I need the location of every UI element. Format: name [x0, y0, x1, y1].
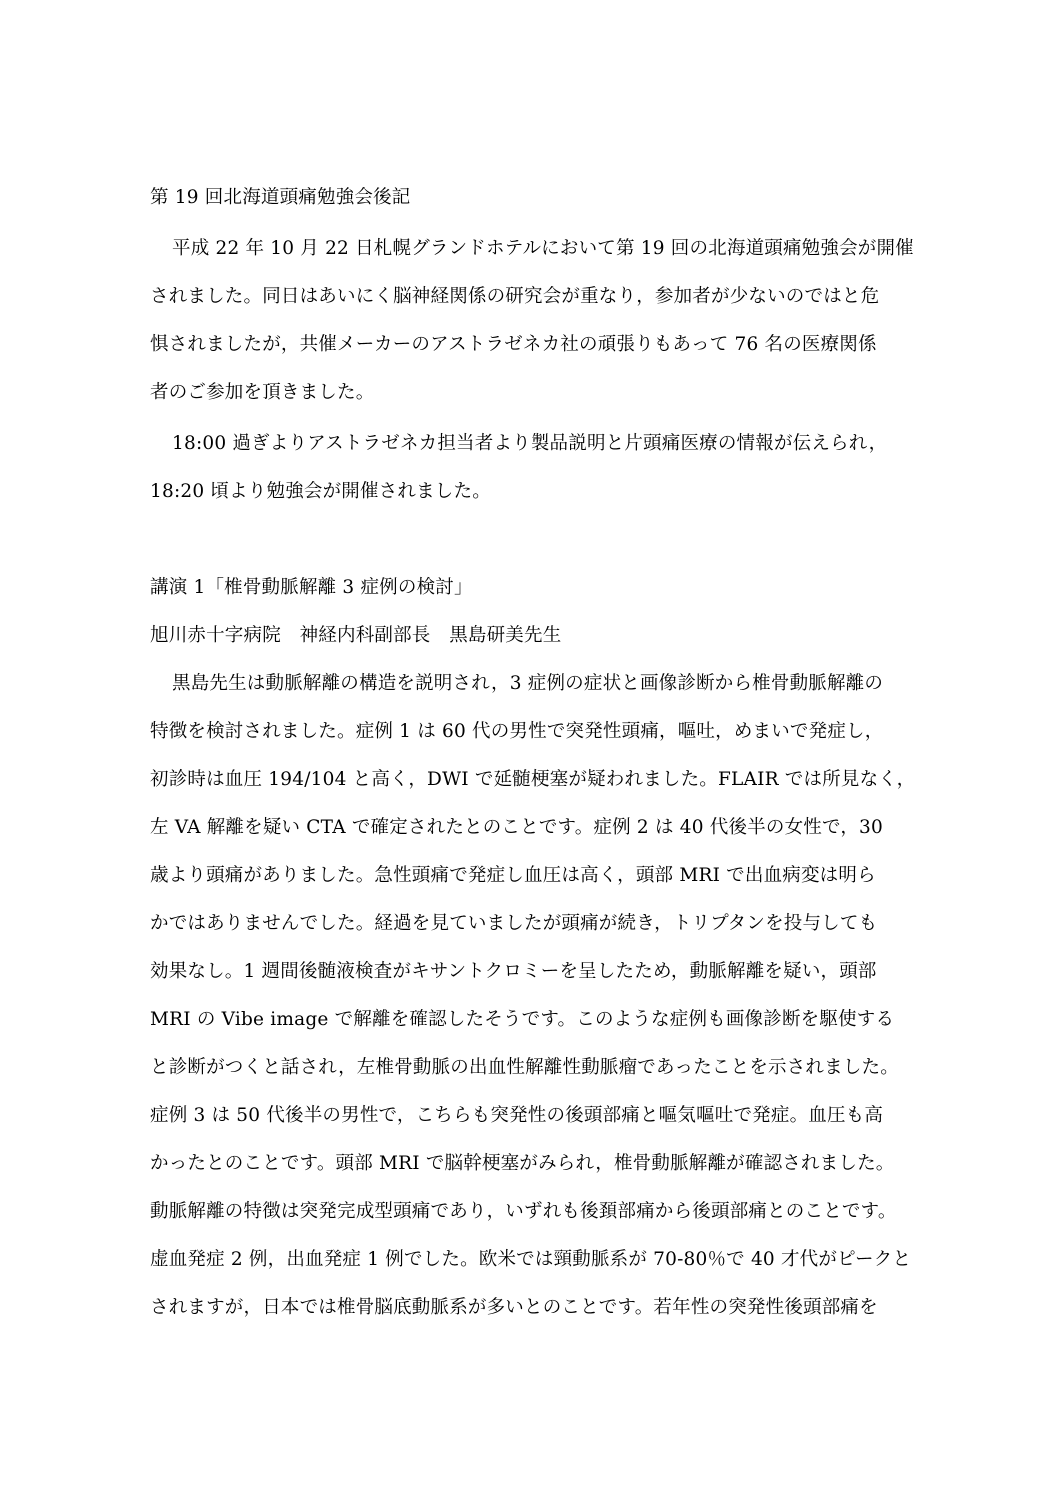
intro-line: 惧されましたが，共催メーカーのアストラゼネカ社の頑張りもあって 76 名の医療関係 — [150, 334, 877, 355]
body-line: 動脈解離の特徴は突発完成型頭痛であり，いずれも後頚部痛から後頭部痛とのことです。 — [150, 1201, 897, 1222]
body-line: 初診時は血圧 194/104 と高く，DWI で延髄梗塞が疑われました。FLAIR では所見なく， — [150, 769, 916, 790]
body-line: かったとのことです。頭部 MRI で脳幹梗塞がみられ，椎骨動脈解離が確認されました。 — [150, 1153, 895, 1174]
body-line: MRI の Vibe image で解離を確認したそうです。このような症例も画像診断を駆使する — [150, 1009, 895, 1030]
body-line: かではありませんでした。経過を見ていましたが頭痛が続き，トリプタンを投与しても — [150, 913, 878, 934]
body-line: 虚血発症 2 例，出血発症 1 例でした。欧米では頸動脈系が 70-80％で 40 才代がピークと — [150, 1249, 912, 1270]
speaker-line: 旭川赤十字病院 神経内科副部長 黒島研美先生 — [150, 625, 562, 646]
intro-line: 者のご参加を頂きました。 — [150, 382, 375, 403]
body-line: と診断がつくと話され，左椎骨動脈の出血性解離性動脈瘤であったことを示されました。 — [150, 1057, 899, 1078]
lecture-heading: 講演 1「椎骨動脈解離 3 症例の検討」 — [150, 577, 473, 598]
article-title: 第 19 回北海道頭痛勉強会後記 — [150, 187, 411, 208]
intro-line: 平成 22 年 10 月 22 日札幌グランドホテルにおいて第 19 回の北海道頭痛勉強会が開催 — [172, 238, 914, 259]
schedule-line: 18:00 過ぎよりアストラゼネカ担当者より製品説明と片頭痛医療の情報が伝えられ， — [172, 433, 888, 454]
body-line: 効果なし。1 週間後髄液検査がキサントクロミーを呈したため，動脈解離を疑い，頭部 — [150, 961, 877, 982]
body-line: 歳より頭痛がありました。急性頭痛で発症し血圧は高く，頭部 MRI で出血病変は明ら — [150, 865, 876, 886]
body-line: 左 VA 解離を疑い CTA で確定されたとのことです。症例 2 は 40 代後半の女性で，30 — [150, 817, 883, 838]
intro-line: されました。同日はあいにく脳神経関係の研究会が重なり，参加者が少ないのではと危 — [150, 286, 880, 307]
body-line: 黒島先生は動脈解離の構造を説明され，3 症例の症状と画像診断から椎骨動脈解離の — [172, 673, 884, 694]
schedule-line: 18:20 頃より勉強会が開催されました。 — [150, 481, 491, 502]
body-line: されますが，日本では椎骨脳底動脈系が多いとのことです。若年性の突発性後頭部痛を — [150, 1297, 878, 1318]
body-line: 特徴を検討されました。症例 1 は 60 代の男性で突発性頭痛，嘔吐，めまいで発症し， — [150, 721, 884, 742]
body-line: 症例 3 は 50 代後半の男性で，こちらも突発性の後頭部痛と嘔気嘔吐で発症。血圧も高 — [150, 1105, 884, 1126]
